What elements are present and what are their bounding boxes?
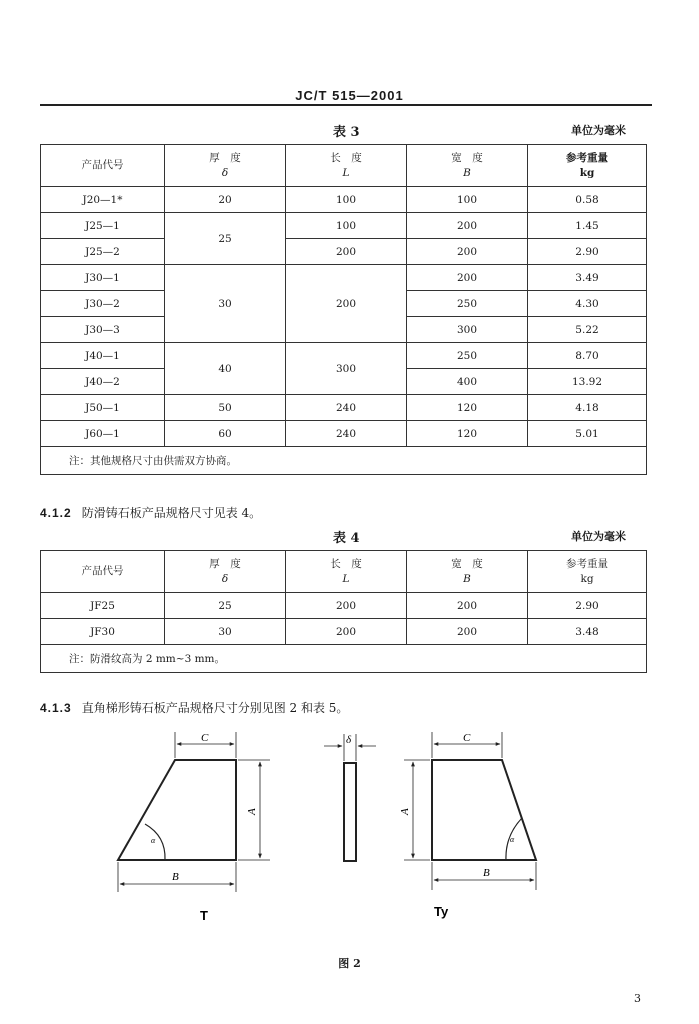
angle-label: α	[510, 835, 515, 844]
table-row: JF30 30 200 200 3.48	[41, 619, 647, 645]
dim-delta-label: δ	[346, 734, 352, 746]
shape-t-label: T	[200, 908, 208, 923]
clause-number: 4.1.2	[40, 506, 72, 520]
header-thickness: 厚 度 δ	[165, 551, 286, 593]
angle-label: α	[151, 836, 156, 845]
table3	[40, 144, 647, 475]
table4-unit: 单位为毫米	[571, 530, 626, 543]
table-row: J40—1 40 300 250 8.70	[41, 343, 647, 369]
table-row: J25—1 25 100 200 1.45	[41, 213, 647, 239]
shape-ty-label: Ty	[434, 904, 449, 919]
dim-b-label: B	[483, 867, 490, 879]
table-row: J50—1 50 240 120 4.18	[41, 395, 647, 421]
figure-caption: 图 2	[338, 957, 361, 970]
clause-text: 防滑铸石板产品规格尺寸见表 4。	[81, 506, 262, 520]
page-number: 3	[634, 992, 641, 1005]
table3-note-row	[41, 447, 647, 475]
header-weight: 参考重量 kg	[528, 551, 647, 593]
table-row: J40—2 400 13.92	[41, 369, 647, 395]
table4-note-row	[41, 645, 647, 673]
clause-text: 直角梯形铸石板产品规格尺寸分别见图 2 和表 5。	[81, 701, 349, 715]
table4	[40, 550, 647, 673]
shape-ty	[404, 732, 536, 890]
shape-thickness-view	[324, 734, 376, 861]
dim-c-label: C	[201, 732, 209, 744]
header-weight: 参考重量 kg	[528, 145, 647, 187]
document-code-header: JC/T 515—2001	[295, 88, 404, 103]
header-width: 宽 度 B	[407, 551, 528, 593]
clause-4-1-3	[40, 699, 348, 716]
table-row: J30—3 300 5.22	[41, 317, 647, 343]
table3-note: 注：其他规格尺寸由供需双方协商。	[41, 447, 647, 475]
table4-caption: 表 4	[333, 531, 360, 546]
header-product-code: 产品代号	[41, 551, 165, 593]
table-row: J60—1 60 240 120 5.01	[41, 421, 647, 447]
header-product-code: 产品代号	[41, 145, 165, 187]
header-rule	[40, 104, 652, 106]
table3-unit: 单位为毫米	[571, 124, 626, 137]
table-row: JF25 25 200 200 2.90	[41, 593, 647, 619]
clause-number: 4.1.3	[40, 701, 72, 715]
clause-4-1-2	[40, 504, 261, 521]
header-length: 长 度 L	[286, 551, 407, 593]
table-row: J20—1* 20 100 100 0.58	[41, 187, 647, 213]
header-length: 长 度 L	[286, 145, 407, 187]
table4-header-row	[41, 551, 647, 593]
figure-2-drawing	[0, 720, 699, 940]
dim-c-label: C	[463, 732, 471, 744]
table-row: J30—1 30 200 200 3.49	[41, 265, 647, 291]
dim-b-label: B	[172, 871, 179, 883]
dim-a-label: A	[399, 808, 411, 815]
table3-header-row	[41, 145, 647, 187]
table-row: J30—2 250 4.30	[41, 291, 647, 317]
table3-caption: 表 3	[333, 125, 360, 140]
header-thickness: 厚 度 δ	[165, 145, 286, 187]
dim-a-label: A	[246, 808, 258, 815]
table4-note: 注：防滑纹高为 2 mm~3 mm。	[41, 645, 647, 673]
header-width: 宽 度 B	[407, 145, 528, 187]
table-row: J25—2 200 200 2.90	[41, 239, 647, 265]
